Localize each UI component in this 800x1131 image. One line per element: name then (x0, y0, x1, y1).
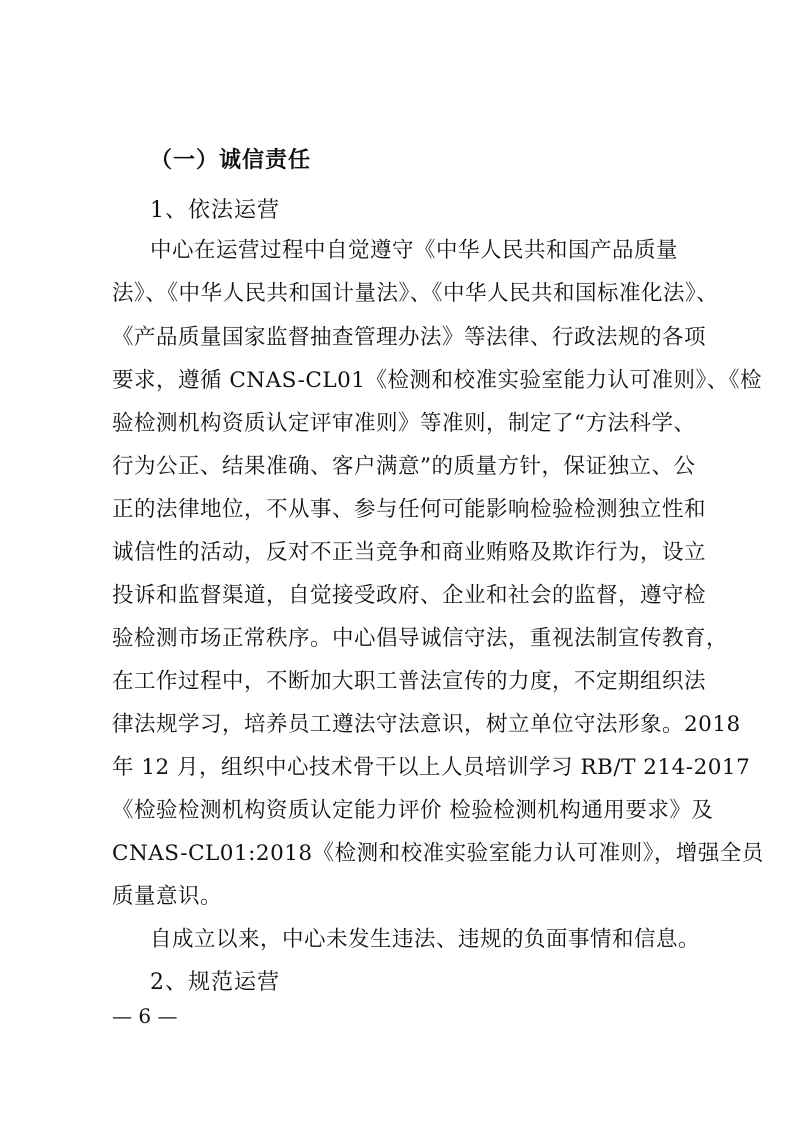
paragraph-line: 中心在运营过程中自觉遵守《中华人民共和国产品质量 (150, 238, 679, 263)
paragraph-line: 法》、《中华人民共和国计量法》、《中华人民共和国标准化法》、 (112, 281, 719, 306)
paragraph-line: 正的法律地位，不从事、参与任何可能影响检验检测独立性和 (112, 497, 707, 522)
paragraph-line: CNAS-CL01:2018《检测和校准实验室能力认可准则》，增强全员 (112, 841, 764, 866)
paragraph-line: 《产品质量国家监督抽查管理办法》等法律、行政法规的各项 (112, 325, 707, 350)
paragraph-line: 投诉和监督渠道，自觉接受政府、企业和社会的监督，遵守检 (112, 583, 707, 608)
paragraph-line: 在工作过程中，不断加大职工普法宣传的力度，不定期组织法 (112, 669, 707, 694)
paragraph-line: 律法规学习，培养员工遵法守法意识，树立单位守法形象。2018 (112, 712, 741, 737)
paragraph-line: 行为公正、结果准确、客户满意”的质量方针，保证独立、公 (112, 454, 696, 479)
paragraph-line: 《检验检测机构资质认定能力评价 检验检测机构通用要求》及 (112, 798, 714, 823)
paragraph-no-violations: 自成立以来，中心未发生违法、违规的负面事情和信息。 (150, 927, 701, 952)
paragraph-line: 年 12 月，组织中心技术骨干以上人员培训学习 RB/T 214-2017 (112, 755, 751, 780)
subsection-title-standard-operation: 2、规范运营 (150, 970, 280, 995)
paragraph-line: 验检测机构资质认定评审准则》等准则，制定了“方法科学、 (112, 411, 696, 436)
paragraph-line: 要求，遵循 CNAS-CL01《检测和校准实验室能力认可准则》、《检 (112, 368, 762, 393)
paragraph-line: 验检测市场正常秩序。中心倡导诚信守法，重视法制宣传教育， (112, 626, 729, 651)
paragraph-line: 诚信性的活动，反对不正当竞争和商业贿赂及欺诈行为，设立 (112, 540, 707, 565)
subsection-title-legal-operation: 1、依法运营 (150, 198, 280, 223)
page-number: — 6 — (112, 1004, 178, 1028)
paragraph-line: 质量意识。 (112, 884, 223, 909)
section-heading: （一）诚信责任 (150, 147, 312, 173)
